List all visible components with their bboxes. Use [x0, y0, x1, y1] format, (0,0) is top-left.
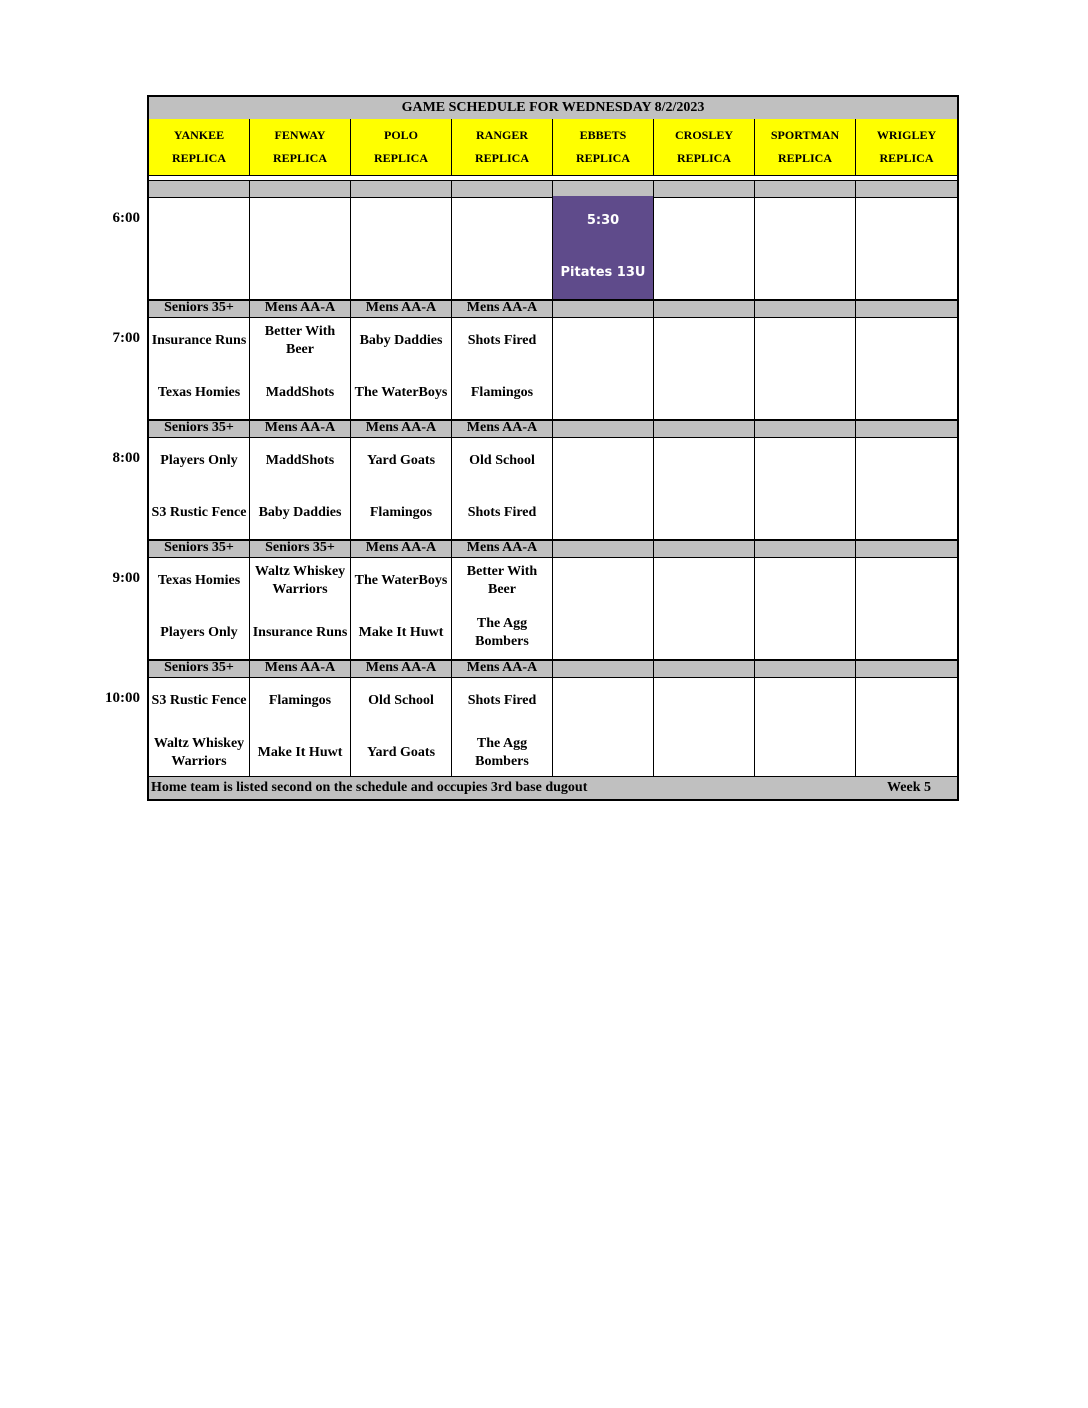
field-subtitle: REPLICA — [575, 151, 630, 165]
game-cell — [654, 676, 755, 779]
field-name: POLO — [383, 128, 418, 142]
away-team — [250, 196, 350, 246]
division-label — [856, 421, 957, 437]
field-name: YANKEE — [173, 128, 225, 142]
division-label — [755, 181, 856, 197]
field-name: RANGER — [475, 128, 528, 142]
home-team — [351, 248, 451, 298]
home-team — [755, 368, 855, 418]
home-team — [755, 608, 855, 658]
game-cell — [149, 196, 250, 299]
home-team — [553, 488, 653, 538]
division-label: Mens AA-A — [452, 421, 553, 437]
game-cell — [351, 196, 452, 299]
game-cell — [250, 196, 351, 299]
away-team: The WaterBoys — [354, 573, 448, 588]
away-team — [755, 556, 855, 606]
schedule-title: GAME SCHEDULE FOR WEDNESDAY 8/2/2023 — [149, 97, 957, 120]
division-label: Mens AA-A — [351, 541, 452, 557]
away-team: MaddShots — [265, 453, 335, 468]
home-team: Players Only — [160, 625, 238, 640]
division-label — [856, 181, 957, 197]
game-cell — [149, 316, 250, 419]
away-team — [856, 316, 957, 366]
away-team: 5:30 — [586, 213, 620, 228]
game-cell — [755, 676, 856, 779]
home-team: Shots Fired — [467, 505, 537, 520]
home-team: Make It Huwt — [257, 745, 343, 760]
week-label: Week 5 — [887, 780, 931, 795]
home-team: Flamingos — [369, 505, 433, 520]
away-team: Shots Fired — [467, 333, 537, 348]
home-team: Waltz Whiskey Warriors — [153, 736, 245, 769]
away-team — [755, 316, 855, 366]
home-team: Texas Homies — [157, 385, 241, 400]
away-team — [755, 676, 855, 726]
division-label — [654, 661, 755, 677]
division-label — [553, 421, 654, 437]
game-cell — [250, 436, 351, 539]
away-team — [856, 556, 957, 606]
field-header-fenway — [250, 119, 351, 175]
game-cell — [553, 196, 654, 299]
schedule-footer — [149, 776, 957, 799]
away-team: Better With Beer — [264, 324, 336, 357]
home-team — [452, 248, 552, 298]
away-team: S3 Rustic Fence — [151, 693, 247, 708]
home-team — [856, 248, 957, 298]
division-label: Mens AA-A — [452, 661, 553, 677]
home-team: Yard Goats — [366, 745, 436, 760]
division-label — [755, 421, 856, 437]
game-cell — [452, 556, 553, 659]
game-cell — [654, 436, 755, 539]
division-label — [654, 181, 755, 197]
away-team: Old School — [368, 693, 434, 708]
division-label — [654, 541, 755, 557]
home-team: Flamingos — [470, 385, 534, 400]
game-cell — [856, 316, 957, 419]
field-subtitle: REPLICA — [272, 151, 327, 165]
division-label — [654, 421, 755, 437]
division-label — [856, 661, 957, 677]
field-subtitle: REPLICA — [879, 151, 934, 165]
home-team — [654, 488, 754, 538]
field-header-sportman — [755, 119, 856, 175]
time-slot-row — [149, 436, 957, 539]
game-cell — [250, 676, 351, 779]
home-team: The Agg Bombers — [475, 736, 529, 769]
field-name: EBBETS — [579, 128, 627, 142]
field-name: WRIGLEY — [876, 128, 937, 142]
time-slot-row — [149, 316, 957, 419]
division-label — [856, 301, 957, 317]
division-label — [755, 301, 856, 317]
time-label: 7:00 — [112, 330, 140, 346]
division-label: Seniors 35+ — [149, 661, 250, 677]
home-team: The WaterBoys — [354, 385, 448, 400]
game-cell — [452, 676, 553, 779]
division-label: Mens AA-A — [250, 421, 351, 437]
game-cell — [755, 316, 856, 419]
away-team: Waltz Whiskey Warriors — [254, 564, 346, 597]
division-label — [755, 661, 856, 677]
division-label — [250, 181, 351, 197]
division-label — [856, 541, 957, 557]
home-team — [553, 608, 653, 658]
field-name: SPORTMAN — [770, 128, 840, 142]
away-team — [553, 676, 653, 726]
game-cell — [654, 316, 755, 419]
field-header-row — [149, 119, 957, 176]
field-header-crosley — [654, 119, 755, 175]
division-label: Mens AA-A — [452, 301, 553, 317]
field-subtitle: REPLICA — [373, 151, 428, 165]
division-label — [553, 301, 654, 317]
game-cell — [856, 556, 957, 659]
division-label: Mens AA-A — [250, 301, 351, 317]
game-cell — [856, 196, 957, 299]
away-team — [654, 676, 754, 726]
game-cell — [250, 316, 351, 419]
home-team — [654, 248, 754, 298]
game-cell — [452, 436, 553, 539]
division-label: Mens AA-A — [351, 421, 452, 437]
game-cell — [553, 676, 654, 779]
away-team — [452, 196, 552, 246]
game-cell — [654, 196, 755, 299]
field-subtitle: REPLICA — [777, 151, 832, 165]
home-team — [654, 608, 754, 658]
home-team: Baby Daddies — [258, 505, 342, 520]
division-label — [654, 301, 755, 317]
away-team: Players Only — [160, 453, 238, 468]
division-label — [553, 541, 654, 557]
away-team — [755, 436, 855, 486]
away-team: Baby Daddies — [359, 333, 443, 348]
away-team — [755, 196, 855, 246]
game-cell — [755, 436, 856, 539]
home-team: S3 Rustic Fence — [151, 505, 247, 520]
game-cell — [755, 556, 856, 659]
away-team — [856, 196, 957, 246]
division-label — [452, 181, 553, 197]
away-team — [856, 676, 957, 726]
game-cell — [351, 316, 452, 419]
division-label: Mens AA-A — [351, 301, 452, 317]
away-team — [351, 196, 451, 246]
home-team: Make It Huwt — [358, 625, 444, 640]
game-cell — [351, 436, 452, 539]
home-team — [553, 368, 653, 418]
division-label: Mens AA-A — [452, 541, 553, 557]
game-cell — [149, 556, 250, 659]
away-team — [553, 556, 653, 606]
division-label: Seniors 35+ — [250, 541, 351, 557]
field-header-yankee — [149, 119, 250, 175]
field-header-polo — [351, 119, 452, 175]
home-team — [856, 488, 957, 538]
away-team: Old School — [469, 453, 535, 468]
time-label: 6:00 — [112, 210, 140, 226]
away-team: Shots Fired — [467, 693, 537, 708]
home-team — [755, 728, 855, 778]
time-slot-row — [149, 676, 957, 779]
home-team — [250, 248, 350, 298]
division-label — [553, 661, 654, 677]
home-team — [856, 608, 957, 658]
division-label: Mens AA-A — [250, 661, 351, 677]
home-team — [654, 728, 754, 778]
away-team — [856, 436, 957, 486]
field-header-wrigley — [856, 119, 957, 175]
time-label: 9:00 — [112, 570, 140, 586]
game-cell — [553, 436, 654, 539]
division-label — [149, 181, 250, 197]
away-team — [654, 436, 754, 486]
home-team — [553, 728, 653, 778]
game-cell — [553, 316, 654, 419]
division-label: Seniors 35+ — [149, 301, 250, 317]
home-team — [654, 368, 754, 418]
game-cell — [149, 436, 250, 539]
field-subtitle: REPLICA — [171, 151, 226, 165]
away-team — [654, 556, 754, 606]
away-team — [149, 196, 249, 246]
home-team — [755, 488, 855, 538]
game-cell — [654, 556, 755, 659]
field-name: FENWAY — [274, 128, 326, 142]
division-label — [553, 181, 654, 197]
time-slot-row — [149, 556, 957, 659]
game-cell — [351, 676, 452, 779]
home-team: The Agg Bombers — [475, 616, 529, 649]
schedule-table — [147, 95, 959, 801]
away-team — [553, 436, 653, 486]
game-cell — [755, 196, 856, 299]
game-cell — [351, 556, 452, 659]
field-header-ranger — [452, 119, 553, 175]
home-team: Insurance Runs — [252, 625, 348, 640]
away-team — [654, 196, 754, 246]
time-slot-row — [149, 196, 957, 299]
game-cell — [149, 676, 250, 779]
away-team: Insurance Runs — [151, 333, 247, 348]
game-cell — [452, 196, 553, 299]
home-team: MaddShots — [265, 385, 335, 400]
footer-note: Home team is listed second on the schedule and occupies 3rd base dugout — [151, 780, 588, 795]
time-label: 10:00 — [105, 690, 140, 706]
home-team — [856, 728, 957, 778]
game-cell — [250, 556, 351, 659]
division-label — [351, 181, 452, 197]
away-team: Flamingos — [268, 693, 332, 708]
away-team: Texas Homies — [157, 573, 241, 588]
home-team — [149, 248, 249, 298]
game-cell — [856, 436, 957, 539]
away-team: Better With Beer — [466, 564, 538, 597]
away-team: Yard Goats — [366, 453, 436, 468]
game-cell — [553, 556, 654, 659]
time-label: 8:00 — [112, 450, 140, 466]
home-team: Pitates 13U — [560, 265, 646, 280]
away-team — [654, 316, 754, 366]
field-subtitle: REPLICA — [474, 151, 529, 165]
division-label — [755, 541, 856, 557]
home-team — [755, 248, 855, 298]
division-label: Seniors 35+ — [149, 421, 250, 437]
away-team — [553, 316, 653, 366]
division-label: Seniors 35+ — [149, 541, 250, 557]
game-cell — [452, 316, 553, 419]
field-subtitle: REPLICA — [676, 151, 731, 165]
field-header-ebbets — [553, 119, 654, 175]
game-cell — [856, 676, 957, 779]
home-team — [856, 368, 957, 418]
division-label: Mens AA-A — [351, 661, 452, 677]
field-name: CROSLEY — [674, 128, 733, 142]
